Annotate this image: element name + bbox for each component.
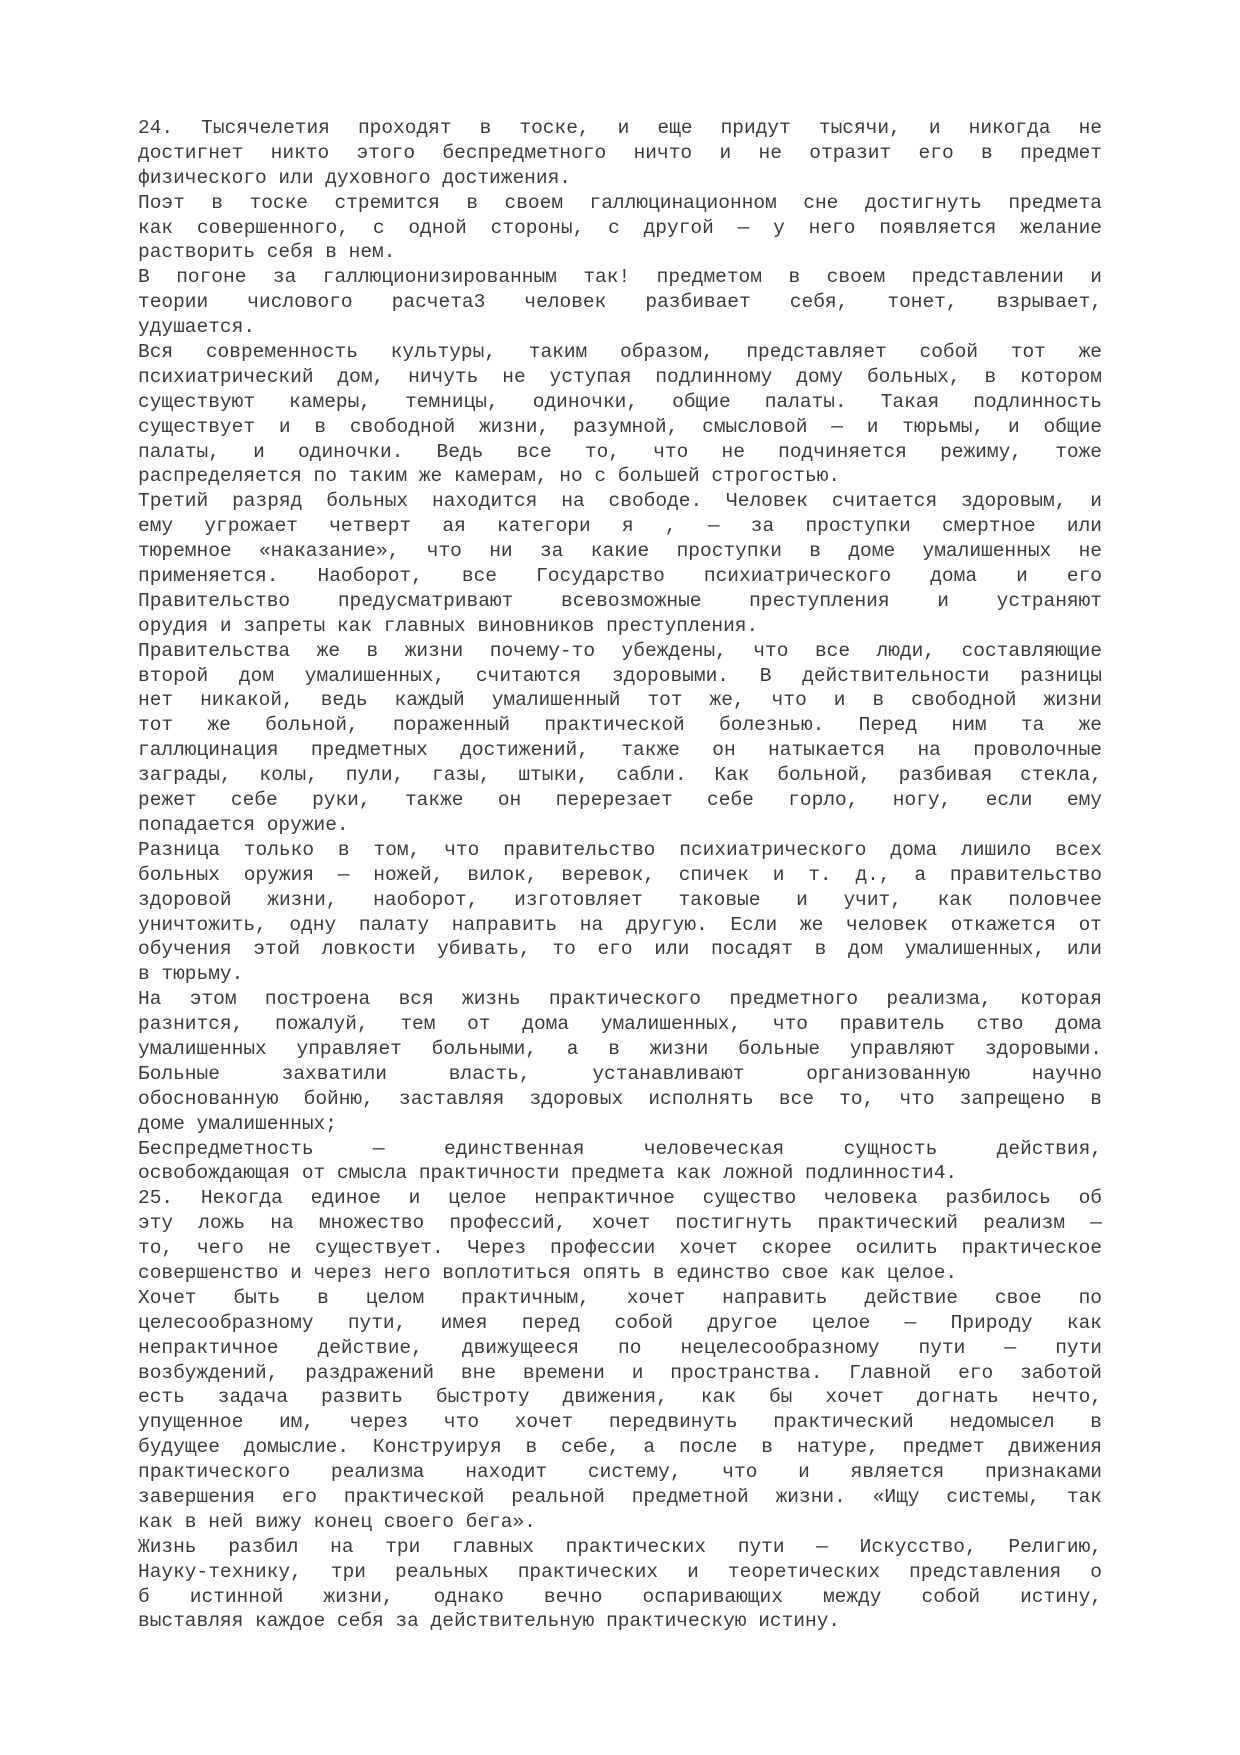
text-line: целесообразному пути, имея перед собой другое целое — Природу как [138,1311,1102,1334]
text-line: здоровой жизни, наоборот, изготовляет таковые и учит, как половчее [138,888,1102,911]
text-line: существуют камеры, темницы, одиночки, общие палаты. Такая подлинность [138,390,1102,413]
text-line: Разница только в том, что правительство психиатрического дома лишило всех [138,838,1102,861]
document-page [138,116,1102,1634]
text-line: попадается оружие. [138,813,349,836]
text-line: уничтожить, одну палату направить на другую. Если же человек откажется от [138,913,1102,936]
text-line: второй дом умалишенных, считаются здоровыми. В действительности разницы [138,664,1102,687]
text-line: орудия и запреты как главных виновников преступления. [138,614,759,637]
text-line: тот же больной, пораженный практической болезнью. Перед ним та же [138,714,1102,737]
text-line: как в ней вижу конец своего бега». [138,1510,536,1533]
text-line: применяется. Наоборот, все Государство психиатрического дома и его [138,565,1102,588]
text-line: психиатрический дом, ничуть не уступая подлинному дому больных, в котором [138,365,1102,388]
text-line: тюремное «наказание», что ни за какие проступки в доме умалишенных не [138,540,1102,563]
text-line: выставляя каждое себя за действительную практическую истину. [138,1610,841,1633]
text-line: Правительство предусматривают всевозможные преступления и устраняют [138,589,1102,612]
text-line: галлюцинация предметных достижений, также он натыкается на проволочные [138,739,1102,762]
text-line: совершенство и через него воплотиться опять в единство свое как целое. [138,1261,958,1284]
text-line: Науку-технику, три реальных практических и теоретических представления о [138,1560,1102,1583]
text-line: есть задача развить быстроту движения, как бы хочет догнать нечто, [138,1386,1102,1409]
text-line: упущенное им, через что хочет передвинуть практический недомысел в [138,1411,1102,1434]
text-line: освобождающая от смысла практичности предмета как ложной подлинности4. [138,1162,958,1185]
text-line: палаты, и одиночки. Ведь все то, что не подчиняется режиму, тоже [138,440,1102,463]
text-line: Жизнь разбил на три главных практических пути — Искусство, Религию, [138,1535,1102,1558]
text-line: в тюрьму. [138,963,244,986]
text-line: Третий разряд больных находится на свободе. Человек считается здоровым, и [138,490,1102,513]
text-line: Хочет быть в целом практичным, хочет направить действие свое по [138,1286,1102,1309]
text-line: 24. Тысячелетия проходят в тоске, и еще придут тысячи, и никогда не [138,117,1102,139]
text-line: практического реализма находит систему, что и является признаками [138,1461,1102,1484]
text-line: Беспредметность — единственная человеческая сущность действия, [138,1137,1102,1160]
text-line: эту ложь на множество профессий, хочет постигнуть практический реализм — [138,1212,1102,1235]
text-line: распределяется по таким же камерам, но с большей строгостью. [138,465,841,488]
text-line: растворить себя в нем. [138,241,396,264]
text-line: 25. Некогда единое и целое непрактичное существо человека разбилось об [138,1187,1102,1210]
text-line: б истинной жизни, однако вечно оспаривающих между собой истину, [138,1585,1102,1608]
text-line: будущее домыслие. Конструируя в себе, а после в натуре, предмет движения [138,1436,1102,1459]
text-line: как совершенного, с одной стороны, с другой — у него появляется желание [138,216,1102,239]
text-line: ему угрожает четверт ая категори я , — за проступки смертное или [138,515,1102,538]
text-line: Больные захватили власть, устанавливают организованную научно [138,1062,1102,1085]
text-line: теории числового расчета3 человек разбивает себя, тонет, взрывает, [138,291,1102,314]
text-line: завершения его практической реальной предметной жизни. «Ищу системы, так [138,1485,1102,1508]
text-line: возбуждений, раздражений вне времени и пространства. Главной его заботой [138,1361,1102,1384]
text-line: режет себе руки, также он перерезает себе горло, ногу, если ему [138,789,1102,812]
text-line: обучения этой ловкости убивать, то его или посадят в дом умалишенных, или [138,938,1102,961]
text-line: В погоне за галлюционизированным так! предметом в своем представлении и [138,266,1102,289]
text-line: Вся современность культуры, таким образом, представляет собой тот же [138,341,1102,364]
text-line: На этом построена вся жизнь практического предметного реализма, которая [138,988,1102,1011]
text-line: умалишенных управляет больными, а в жизни больные управляют здоровыми. [138,1037,1102,1060]
text-line: разнится, пожалуй, тем от дома умалишенных, что правитель ство дома [138,1013,1102,1036]
text-line: непрактичное действие, движущееся по нецелесообразному пути — пути [138,1336,1102,1359]
text-line: обоснованную бойню, заставляя здоровых исполнять все то, что запрещено в [138,1087,1102,1110]
text-line: физического или духовного достижения. [138,166,571,189]
text-line: заграды, колы, пули, газы, штыки, сабли. Как больной, разбивая стекла, [138,764,1102,787]
text-line: существует и в свободной жизни, разумной, смысловой — и тюрьмы, и общие [138,415,1102,438]
text-line: то, чего не существует. Через профессии хочет скорее осилить практическое [138,1237,1102,1260]
text-line: нет никакой, ведь каждый умалишенный тот же, что и в свободной жизни [138,689,1102,712]
text-line: удушается. [138,316,256,339]
text-line: достигнет никто этого беспредметного ничто и не отразит его в предмет [138,141,1102,164]
text-line: доме умалишенных; [138,1112,337,1135]
text-line: больных оружия — ножей, вилок, веревок, спичек и т. д., а правительство [138,863,1102,886]
text-line: Правительства же в жизни почему-то убеждены, что все люди, составляющие [138,639,1102,662]
text-line: Поэт в тоске стремится в своем галлюцинационном сне достигнуть предмета [138,191,1102,214]
